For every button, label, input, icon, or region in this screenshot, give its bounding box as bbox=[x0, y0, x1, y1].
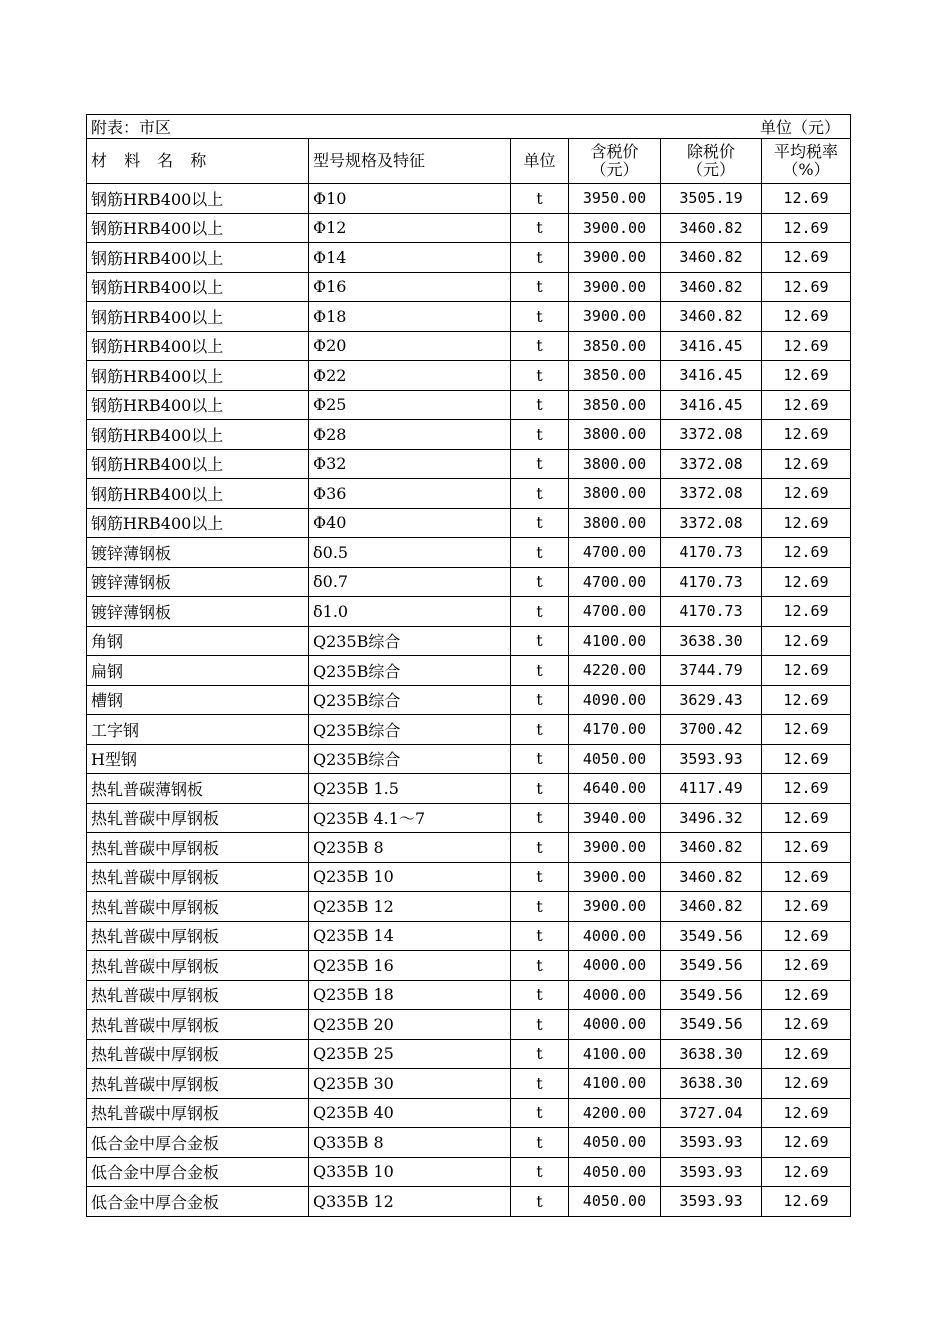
price-tax-cell: 3900.00 bbox=[569, 892, 661, 922]
table-row bbox=[87, 213, 851, 243]
unit-cell: t bbox=[511, 1187, 569, 1217]
tax-rate-cell: 12.69 bbox=[762, 1069, 851, 1099]
unit-cell: t bbox=[511, 1069, 569, 1099]
price-notax-cell: 3638.30 bbox=[661, 1069, 762, 1099]
table-row bbox=[87, 715, 851, 745]
price-notax-cell: 3700.42 bbox=[661, 715, 762, 745]
tax-rate-cell: 12.69 bbox=[762, 774, 851, 804]
spec-cell: Q235B 18 bbox=[309, 980, 511, 1010]
price-notax-cell: 3638.30 bbox=[661, 626, 762, 656]
table-row bbox=[87, 862, 851, 892]
unit-cell: t bbox=[511, 597, 569, 627]
material-name-cell: 镀锌薄钢板 bbox=[87, 597, 309, 627]
material-name-cell: 热轧普碳中厚钢板 bbox=[87, 1039, 309, 1069]
material-name-cell: H型钢 bbox=[87, 744, 309, 774]
tax-rate-cell: 12.69 bbox=[762, 892, 851, 922]
tax-rate-cell: 12.69 bbox=[762, 184, 851, 214]
price-notax-cell: 3727.04 bbox=[661, 1098, 762, 1128]
spec-cell: Φ36 bbox=[309, 479, 511, 509]
material-name-cell: 扁钢 bbox=[87, 656, 309, 686]
material-name-cell: 槽钢 bbox=[87, 685, 309, 715]
spec-cell: Φ28 bbox=[309, 420, 511, 450]
price-tax-cell: 4000.00 bbox=[569, 921, 661, 951]
spec-cell: Φ14 bbox=[309, 243, 511, 273]
spec-cell: Q235B 40 bbox=[309, 1098, 511, 1128]
price-tax-cell: 4640.00 bbox=[569, 774, 661, 804]
price-tax-cell: 3900.00 bbox=[569, 833, 661, 863]
price-notax-cell: 4170.73 bbox=[661, 538, 762, 568]
spec-cell: Q235B 16 bbox=[309, 951, 511, 981]
header-rate-line2: （%） bbox=[782, 160, 830, 179]
price-tax-cell: 3850.00 bbox=[569, 331, 661, 361]
tax-rate-cell: 12.69 bbox=[762, 567, 851, 597]
unit-cell: t bbox=[511, 1098, 569, 1128]
header-price-notax-line1: 除税价 bbox=[686, 142, 735, 161]
table-row bbox=[87, 449, 851, 479]
material-name-cell: 热轧普碳中厚钢板 bbox=[87, 921, 309, 951]
tax-rate-cell: 12.69 bbox=[762, 1187, 851, 1217]
price-tax-cell: 3900.00 bbox=[569, 302, 661, 332]
price-notax-cell: 3372.08 bbox=[661, 479, 762, 509]
tax-rate-cell: 12.69 bbox=[762, 980, 851, 1010]
table-row bbox=[87, 508, 851, 538]
material-name-cell: 热轧普碳中厚钢板 bbox=[87, 951, 309, 981]
price-tax-cell: 4100.00 bbox=[569, 626, 661, 656]
price-tax-cell: 3850.00 bbox=[569, 361, 661, 391]
material-name-cell: 热轧普碳中厚钢板 bbox=[87, 892, 309, 922]
price-notax-cell: 3416.45 bbox=[661, 390, 762, 420]
caption-row bbox=[87, 115, 851, 139]
unit-cell: t bbox=[511, 538, 569, 568]
price-notax-cell: 3372.08 bbox=[661, 420, 762, 450]
tax-rate-cell: 12.69 bbox=[762, 626, 851, 656]
unit-cell: t bbox=[511, 951, 569, 981]
unit-cell: t bbox=[511, 302, 569, 332]
price-tax-cell: 3800.00 bbox=[569, 508, 661, 538]
price-notax-cell: 3372.08 bbox=[661, 508, 762, 538]
price-notax-cell: 3460.82 bbox=[661, 302, 762, 332]
material-name-cell: 热轧普碳中厚钢板 bbox=[87, 803, 309, 833]
spec-cell: Φ22 bbox=[309, 361, 511, 391]
table-row bbox=[87, 597, 851, 627]
caption-left: 附表：市区 bbox=[91, 118, 172, 137]
price-tax-cell: 4700.00 bbox=[569, 567, 661, 597]
table-row bbox=[87, 892, 851, 922]
spec-cell: Φ12 bbox=[309, 213, 511, 243]
spec-cell: δ0.7 bbox=[309, 567, 511, 597]
tax-rate-cell: 12.69 bbox=[762, 361, 851, 391]
unit-cell: t bbox=[511, 892, 569, 922]
unit-cell: t bbox=[511, 833, 569, 863]
spec-cell: Φ20 bbox=[309, 331, 511, 361]
tax-rate-cell: 12.69 bbox=[762, 331, 851, 361]
price-tax-cell: 4050.00 bbox=[569, 1128, 661, 1158]
price-notax-cell: 3460.82 bbox=[661, 272, 762, 302]
table-row bbox=[87, 921, 851, 951]
price-notax-cell: 3372.08 bbox=[661, 449, 762, 479]
table-row bbox=[87, 774, 851, 804]
header-price-notax bbox=[661, 139, 762, 184]
price-notax-cell: 3593.93 bbox=[661, 1128, 762, 1158]
tax-rate-cell: 12.69 bbox=[762, 479, 851, 509]
tax-rate-cell: 12.69 bbox=[762, 449, 851, 479]
price-tax-cell: 4050.00 bbox=[569, 1187, 661, 1217]
table-row bbox=[87, 626, 851, 656]
material-name-cell: 钢筋HRB400以上 bbox=[87, 449, 309, 479]
spec-cell: Q235B综合 bbox=[309, 626, 511, 656]
header-rate-line1: 平均税率 bbox=[773, 142, 838, 161]
price-tax-cell: 3850.00 bbox=[569, 390, 661, 420]
price-tax-cell: 4000.00 bbox=[569, 980, 661, 1010]
spec-cell: Q235B 12 bbox=[309, 892, 511, 922]
price-notax-cell: 3496.32 bbox=[661, 803, 762, 833]
material-name-cell: 钢筋HRB400以上 bbox=[87, 184, 309, 214]
tax-rate-cell: 12.69 bbox=[762, 921, 851, 951]
tax-rate-cell: 12.69 bbox=[762, 656, 851, 686]
header-name bbox=[87, 139, 309, 184]
price-notax-cell: 3460.82 bbox=[661, 243, 762, 273]
price-notax-cell: 4170.73 bbox=[661, 567, 762, 597]
price-notax-cell: 3593.93 bbox=[661, 744, 762, 774]
tax-rate-cell: 12.69 bbox=[762, 715, 851, 745]
price-tax-cell: 4170.00 bbox=[569, 715, 661, 745]
price-notax-cell: 3505.19 bbox=[661, 184, 762, 214]
table-row bbox=[87, 803, 851, 833]
spec-cell: Φ18 bbox=[309, 302, 511, 332]
spec-cell: Φ25 bbox=[309, 390, 511, 420]
unit-cell: t bbox=[511, 243, 569, 273]
table-row bbox=[87, 1039, 851, 1069]
price-tax-cell: 4050.00 bbox=[569, 744, 661, 774]
price-tax-cell: 4220.00 bbox=[569, 656, 661, 686]
tax-rate-cell: 12.69 bbox=[762, 243, 851, 273]
unit-cell: t bbox=[511, 361, 569, 391]
unit-cell: t bbox=[511, 213, 569, 243]
unit-cell: t bbox=[511, 184, 569, 214]
price-notax-cell: 3744.79 bbox=[661, 656, 762, 686]
price-notax-cell: 3593.93 bbox=[661, 1187, 762, 1217]
header-unit: 单位 bbox=[511, 139, 569, 184]
tax-rate-cell: 12.69 bbox=[762, 302, 851, 332]
table-row bbox=[87, 685, 851, 715]
material-name-cell: 钢筋HRB400以上 bbox=[87, 302, 309, 332]
price-notax-cell: 3549.56 bbox=[661, 951, 762, 981]
material-name-cell: 热轧普碳中厚钢板 bbox=[87, 1010, 309, 1040]
price-notax-cell: 3416.45 bbox=[661, 361, 762, 391]
tax-rate-cell: 12.69 bbox=[762, 833, 851, 863]
price-tax-cell: 4050.00 bbox=[569, 1157, 661, 1187]
unit-cell: t bbox=[511, 921, 569, 951]
tax-rate-cell: 12.69 bbox=[762, 508, 851, 538]
table-row bbox=[87, 479, 851, 509]
header-spec: 型号规格及特征 bbox=[309, 139, 511, 184]
spec-cell: δ0.5 bbox=[309, 538, 511, 568]
price-tax-cell: 3900.00 bbox=[569, 272, 661, 302]
unit-cell: t bbox=[511, 479, 569, 509]
tax-rate-cell: 12.69 bbox=[762, 1128, 851, 1158]
material-name-cell: 钢筋HRB400以上 bbox=[87, 479, 309, 509]
unit-cell: t bbox=[511, 656, 569, 686]
price-tax-cell: 3940.00 bbox=[569, 803, 661, 833]
price-notax-cell: 3460.82 bbox=[661, 213, 762, 243]
spec-cell: Q235B综合 bbox=[309, 656, 511, 686]
tax-rate-cell: 12.69 bbox=[762, 538, 851, 568]
price-tax-cell: 4100.00 bbox=[569, 1039, 661, 1069]
price-tax-cell: 3950.00 bbox=[569, 184, 661, 214]
spec-cell: Q235B综合 bbox=[309, 744, 511, 774]
spec-cell: Φ40 bbox=[309, 508, 511, 538]
spec-cell: Φ10 bbox=[309, 184, 511, 214]
spec-cell: Q235B综合 bbox=[309, 685, 511, 715]
material-name-cell: 热轧普碳薄钢板 bbox=[87, 774, 309, 804]
spec-cell: Q235B 30 bbox=[309, 1069, 511, 1099]
table-row bbox=[87, 361, 851, 391]
header-price-tax-line2: （元） bbox=[590, 160, 639, 179]
header-rate bbox=[762, 139, 851, 184]
price-notax-cell: 3460.82 bbox=[661, 862, 762, 892]
price-tax-cell: 4000.00 bbox=[569, 1010, 661, 1040]
price-tax-cell: 3900.00 bbox=[569, 243, 661, 273]
price-tax-cell: 4200.00 bbox=[569, 1098, 661, 1128]
material-name-cell: 钢筋HRB400以上 bbox=[87, 361, 309, 391]
table-row bbox=[87, 243, 851, 273]
price-tax-cell: 4700.00 bbox=[569, 597, 661, 627]
unit-cell: t bbox=[511, 331, 569, 361]
material-name-cell: 热轧普碳中厚钢板 bbox=[87, 862, 309, 892]
unit-cell: t bbox=[511, 715, 569, 745]
spec-cell: Q235B 4.1～7 bbox=[309, 803, 511, 833]
unit-cell: t bbox=[511, 1010, 569, 1040]
price-table-body bbox=[87, 115, 851, 1217]
tax-rate-cell: 12.69 bbox=[762, 685, 851, 715]
price-notax-cell: 4170.73 bbox=[661, 597, 762, 627]
material-name-cell: 钢筋HRB400以上 bbox=[87, 213, 309, 243]
table-row bbox=[87, 538, 851, 568]
unit-cell: t bbox=[511, 420, 569, 450]
unit-cell: t bbox=[511, 862, 569, 892]
material-name-cell: 钢筋HRB400以上 bbox=[87, 272, 309, 302]
material-name-cell: 钢筋HRB400以上 bbox=[87, 420, 309, 450]
spec-cell: Q235B 10 bbox=[309, 862, 511, 892]
unit-cell: t bbox=[511, 626, 569, 656]
price-notax-cell: 3549.56 bbox=[661, 980, 762, 1010]
unit-cell: t bbox=[511, 774, 569, 804]
price-notax-cell: 3416.45 bbox=[661, 331, 762, 361]
price-tax-cell: 3900.00 bbox=[569, 862, 661, 892]
table-row bbox=[87, 272, 851, 302]
tax-rate-cell: 12.69 bbox=[762, 951, 851, 981]
caption-cell bbox=[87, 115, 851, 139]
table-row bbox=[87, 1098, 851, 1128]
price-notax-cell: 4117.49 bbox=[661, 774, 762, 804]
table-row bbox=[87, 420, 851, 450]
table-row bbox=[87, 1157, 851, 1187]
price-tax-cell: 3800.00 bbox=[569, 420, 661, 450]
spec-cell: Φ32 bbox=[309, 449, 511, 479]
tax-rate-cell: 12.69 bbox=[762, 1098, 851, 1128]
table-row bbox=[87, 980, 851, 1010]
unit-cell: t bbox=[511, 567, 569, 597]
material-name-cell: 镀锌薄钢板 bbox=[87, 538, 309, 568]
spec-cell: Q235B 25 bbox=[309, 1039, 511, 1069]
spec-cell: Q335B 8 bbox=[309, 1128, 511, 1158]
unit-cell: t bbox=[511, 1128, 569, 1158]
table-row bbox=[87, 331, 851, 361]
price-tax-cell: 4000.00 bbox=[569, 951, 661, 981]
price-tax-cell: 4100.00 bbox=[569, 1069, 661, 1099]
tax-rate-cell: 12.69 bbox=[762, 803, 851, 833]
table-row bbox=[87, 656, 851, 686]
spec-cell: Φ16 bbox=[309, 272, 511, 302]
unit-cell: t bbox=[511, 1039, 569, 1069]
material-name-cell: 镀锌薄钢板 bbox=[87, 567, 309, 597]
tax-rate-cell: 12.69 bbox=[762, 1157, 851, 1187]
header-price-tax bbox=[569, 139, 661, 184]
spec-cell: Q235B综合 bbox=[309, 715, 511, 745]
tax-rate-cell: 12.69 bbox=[762, 272, 851, 302]
table-row bbox=[87, 1010, 851, 1040]
table-row bbox=[87, 744, 851, 774]
unit-cell: t bbox=[511, 508, 569, 538]
table-row bbox=[87, 567, 851, 597]
unit-cell: t bbox=[511, 803, 569, 833]
tax-rate-cell: 12.69 bbox=[762, 1010, 851, 1040]
spec-cell: Q335B 10 bbox=[309, 1157, 511, 1187]
unit-cell: t bbox=[511, 980, 569, 1010]
spec-cell: Q335B 12 bbox=[309, 1187, 511, 1217]
price-notax-cell: 3629.43 bbox=[661, 685, 762, 715]
material-name-cell: 钢筋HRB400以上 bbox=[87, 390, 309, 420]
table-row bbox=[87, 1069, 851, 1099]
material-name-cell: 热轧普碳中厚钢板 bbox=[87, 980, 309, 1010]
unit-cell: t bbox=[511, 744, 569, 774]
table-row bbox=[87, 833, 851, 863]
price-notax-cell: 3460.82 bbox=[661, 892, 762, 922]
price-tax-cell: 3800.00 bbox=[569, 449, 661, 479]
material-name-cell: 钢筋HRB400以上 bbox=[87, 331, 309, 361]
price-notax-cell: 3549.56 bbox=[661, 921, 762, 951]
material-name-cell: 工字钢 bbox=[87, 715, 309, 745]
spec-cell: Q235B 8 bbox=[309, 833, 511, 863]
spec-cell: δ1.0 bbox=[309, 597, 511, 627]
unit-cell: t bbox=[511, 390, 569, 420]
tax-rate-cell: 12.69 bbox=[762, 1039, 851, 1069]
price-tax-cell: 3800.00 bbox=[569, 479, 661, 509]
material-name-cell: 低合金中厚合金板 bbox=[87, 1157, 309, 1187]
price-notax-cell: 3460.82 bbox=[661, 833, 762, 863]
price-notax-cell: 3593.93 bbox=[661, 1157, 762, 1187]
material-name-cell: 热轧普碳中厚钢板 bbox=[87, 1098, 309, 1128]
spec-cell: Q235B 20 bbox=[309, 1010, 511, 1040]
table-row bbox=[87, 1187, 851, 1217]
header-name-label: 材 料 名 称 bbox=[91, 151, 213, 170]
tax-rate-cell: 12.69 bbox=[762, 744, 851, 774]
material-name-cell: 热轧普碳中厚钢板 bbox=[87, 1069, 309, 1099]
spec-cell: Q235B 1.5 bbox=[309, 774, 511, 804]
price-table bbox=[86, 114, 851, 1217]
material-name-cell: 低合金中厚合金板 bbox=[87, 1187, 309, 1217]
table-row bbox=[87, 951, 851, 981]
tax-rate-cell: 12.69 bbox=[762, 213, 851, 243]
unit-cell: t bbox=[511, 685, 569, 715]
tax-rate-cell: 12.69 bbox=[762, 597, 851, 627]
price-notax-cell: 3638.30 bbox=[661, 1039, 762, 1069]
tax-rate-cell: 12.69 bbox=[762, 390, 851, 420]
tax-rate-cell: 12.69 bbox=[762, 420, 851, 450]
table-row bbox=[87, 390, 851, 420]
material-name-cell: 钢筋HRB400以上 bbox=[87, 508, 309, 538]
price-tax-cell: 4090.00 bbox=[569, 685, 661, 715]
spec-cell: Q235B 14 bbox=[309, 921, 511, 951]
header-price-tax-line1: 含税价 bbox=[590, 142, 639, 161]
header-price-notax-line2: （元） bbox=[686, 160, 735, 179]
material-name-cell: 低合金中厚合金板 bbox=[87, 1128, 309, 1158]
caption-right: 单位（元） bbox=[759, 118, 840, 137]
unit-cell: t bbox=[511, 1157, 569, 1187]
price-tax-cell: 3900.00 bbox=[569, 213, 661, 243]
material-name-cell: 角钢 bbox=[87, 626, 309, 656]
price-tax-cell: 4700.00 bbox=[569, 538, 661, 568]
header-row bbox=[87, 139, 851, 184]
tax-rate-cell: 12.69 bbox=[762, 862, 851, 892]
price-notax-cell: 3549.56 bbox=[661, 1010, 762, 1040]
unit-cell: t bbox=[511, 272, 569, 302]
material-name-cell: 热轧普碳中厚钢板 bbox=[87, 833, 309, 863]
material-name-cell: 钢筋HRB400以上 bbox=[87, 243, 309, 273]
unit-cell: t bbox=[511, 449, 569, 479]
table-row bbox=[87, 302, 851, 332]
table-row bbox=[87, 1128, 851, 1158]
table-row bbox=[87, 184, 851, 214]
